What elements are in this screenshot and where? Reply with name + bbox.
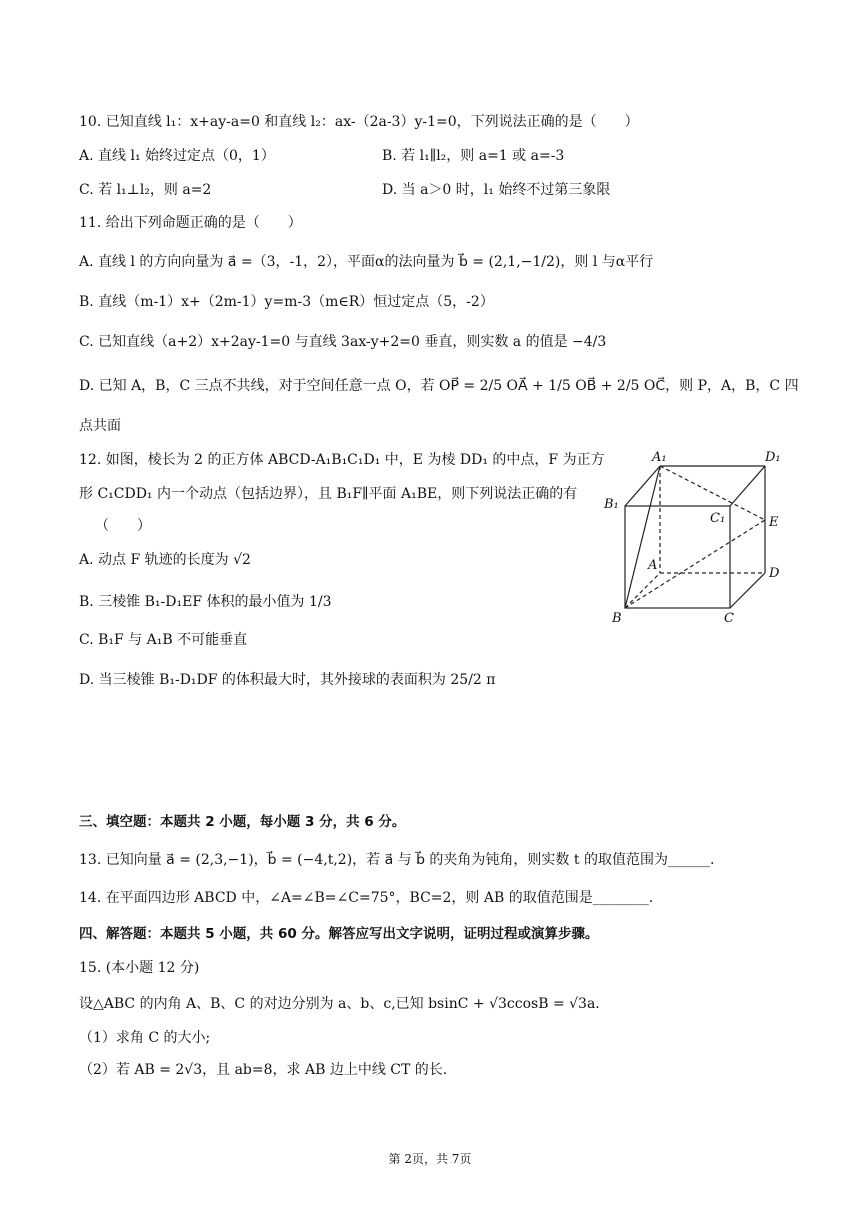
q10-option-a: A. 直线 l₁ 始终过定点（0，1） xyxy=(79,148,275,164)
cube-figure xyxy=(600,448,790,628)
q12-option-a: A. 动点 F 轨迹的长度为 √2 xyxy=(79,552,251,568)
q11-option-c: C. 已知直线（a+2）x+2ay-1=0 与直线 3ax-y+2=0 垂直，则实数 a 的值是 −4/3 xyxy=(79,334,607,350)
q11-option-b: B. 直线（m-1）x+（2m-1）y=m-3（m∈R）恒过定点（5，-2） xyxy=(79,294,494,310)
edge-c1d1 xyxy=(730,466,765,506)
q12-option-c: C. B₁F 与 A₁B 不可能垂直 xyxy=(79,632,248,648)
label-b1: B₁ xyxy=(604,497,619,512)
label-b: B xyxy=(612,611,622,626)
q12-option-b: B. 三棱锥 B₁-D₁EF 体积的最小值为 1/3 xyxy=(79,594,332,610)
label-a1: A₁ xyxy=(652,450,667,465)
q15-header: 15. (本小题 12 分) xyxy=(79,960,200,976)
edge-cd xyxy=(730,573,765,608)
section-4-heading: 四、解答题：本题共 5 小题，共 60 分。解答应写出文字说明，证明过程或演算步骤。 xyxy=(79,926,599,942)
q10-option-b: B. 若 l₁∥l₂，则 a=1 或 a=-3 xyxy=(382,148,565,164)
label-a: A xyxy=(648,558,658,573)
q12-option-d: D. 当三棱锥 B₁-D₁DF 的体积最大时，其外接球的表面积为 25/2 π xyxy=(79,672,496,688)
page-footer: 第 2页，共 7页 xyxy=(388,1152,472,1166)
q12-stem-line2: 形 C₁CDD₁ 内一个动点（包括边界），且 B₁F∥平面 A₁BE，则下列说法正确的有 xyxy=(79,486,578,502)
label-c1: C₁ xyxy=(710,511,726,526)
label-d1: D₁ xyxy=(765,450,781,465)
q10-option-d: D. 当 a＞0 时，l₁ 始终不过第三象限 xyxy=(382,182,611,198)
q11-stem: 11. 给出下列命题正确的是（ ） xyxy=(79,215,302,231)
label-c: C xyxy=(724,611,734,626)
q15-part1: （1）求角 C 的大小; xyxy=(79,1030,211,1046)
q10-stem: 10. 已知直线 l₁：x+ay-a=0 和直线 l₂：ax-（2a-3）y-1=0，下列说法正确的是（ ） xyxy=(79,114,639,130)
q11-option-a: A. 直线 l 的方向向量为 a⃗ =（3，-1，2），平面α的法向量为 b⃗ = (2,1,−1/2)，则 l 与α平行 xyxy=(79,254,654,270)
label-d: D xyxy=(769,566,780,581)
section-3-heading: 三、填空题：本题共 2 小题，每小题 3 分，共 6 分。 xyxy=(79,814,406,830)
q15-part2: （2）若 AB = 2√3，且 ab=8，求 AB 边上中线 CT 的长. xyxy=(79,1062,448,1078)
q11-option-d: D. 已知 A，B，C 三点不共线，对于空间任意一点 O，若 OP⃗ = 2/5 OA⃗ + 1/5 OB⃗ + 2/5 OC⃗，则 P，A，B，C 四 xyxy=(79,378,799,394)
segment-a1b xyxy=(625,466,660,608)
q12-stem: 12. 如图，棱长为 2 的正方体 ABCD-A₁B₁C₁D₁ 中，E 为棱 DD₁ 的中点，F 为正方 xyxy=(79,452,605,468)
q10-option-c: C. 若 l₁⊥l₂，则 a=2 xyxy=(79,182,212,198)
q14-stem: 14. 在平面四边形 ABCD 中，∠A=∠B=∠C=75°，BC=2，则 AB 的取值范围是________. xyxy=(79,890,654,906)
q11-option-d-cont: 点共面 xyxy=(79,418,121,434)
q12-stem-line3: （ ） xyxy=(95,518,151,534)
q13-stem: 13. 已知向量 a⃗ = (2,3,−1)，b⃗ = (−4,t,2)，若 a⃗ 与 b⃗ 的夹角为钝角，则实数 t 的取值范围为______. xyxy=(79,852,715,868)
q15-stem: 设△ABC 的内角 A、B、C 的对边分别为 a、b、c,已知 bsinC + √3ccosB = √3a. xyxy=(79,996,600,1012)
edge-ba xyxy=(625,573,660,608)
label-e: E xyxy=(769,515,779,530)
